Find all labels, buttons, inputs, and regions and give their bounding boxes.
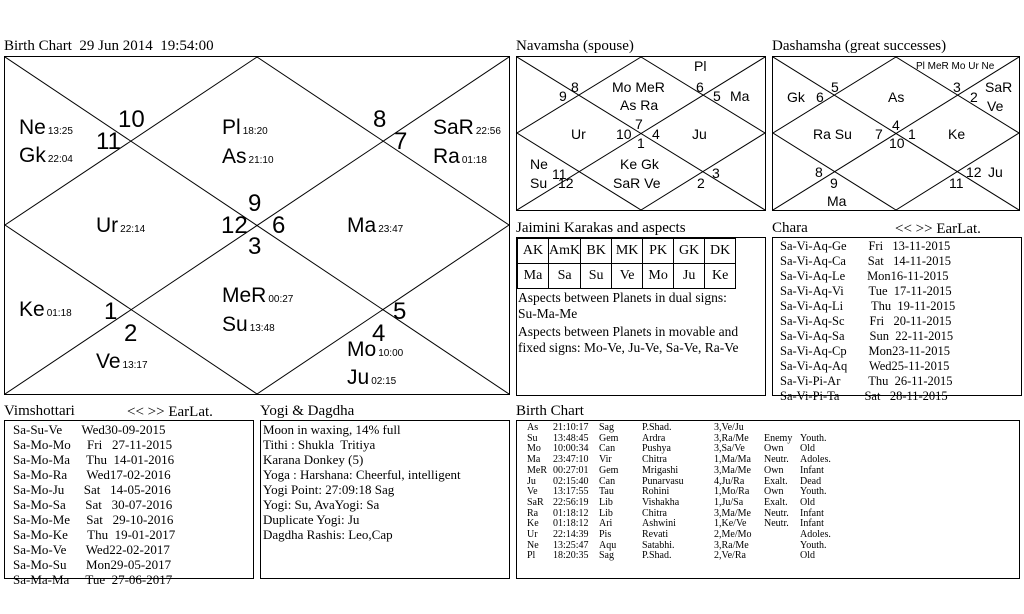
table-row[interactable] — [517, 551, 1017, 562]
list-item[interactable]: Sa-Vi-Aq-Ca Sat 14-11-2015 — [780, 254, 951, 268]
house-number: 7 — [394, 128, 408, 155]
list-item[interactable]: Sa-Mo-Ju Sat 14-05-2016 — [13, 482, 171, 497]
karakas-aspects — [518, 290, 762, 356]
planet-pl[interactable]: Pl 18:20 — [222, 116, 268, 139]
planet-ju[interactable]: Ju 02:15 — [347, 366, 397, 389]
cell-sign: Gem — [599, 464, 619, 476]
yogi-list — [263, 422, 461, 542]
dashamsha-house: 11 — [949, 175, 964, 191]
dashamsha-label: Ve — [987, 98, 1004, 114]
list-item[interactable]: Sa-Mo-Sa Sat 30-07-2016 — [13, 497, 173, 512]
cell-nakshatra: Mrigashi — [642, 464, 679, 476]
list-item[interactable]: Sa-Mo-Ra Wed17-02-2016 — [13, 467, 171, 482]
navamsha-house: 5 — [713, 88, 721, 104]
navamsha-label: Ke Gk — [620, 156, 659, 172]
cell-pada: 3,Sa/Ve — [714, 443, 745, 455]
cell-nakshatra: Chitra — [642, 507, 667, 519]
cell-degree: 13:17:55 — [553, 486, 589, 498]
house-number: 12 — [221, 212, 248, 239]
cell-age: Adoles. — [800, 454, 831, 466]
cell-nakshatra: P.Shad. — [642, 550, 672, 562]
navamsha-label: Ju — [692, 126, 707, 142]
karaka-value: Mo — [643, 264, 674, 289]
dashamsha-house: 12 — [966, 164, 982, 180]
cell-nakshatra: Revati — [642, 529, 669, 540]
cell-pada: 4,Ju/Ra — [714, 475, 745, 487]
cell-relation: Neutr. — [764, 518, 789, 530]
list-item[interactable]: Sa-Vi-Aq-Sa Sun 22-11-2015 — [780, 329, 954, 343]
karaka-value: Su — [581, 264, 612, 289]
dashamsha-house: 9 — [830, 175, 838, 191]
house-number: 10 — [118, 106, 145, 133]
cell-planet: Ke — [527, 518, 539, 530]
cell-nakshatra: Ashwini — [642, 518, 676, 530]
house-number: 8 — [373, 106, 387, 133]
navamsha-house: 9 — [559, 88, 567, 104]
cell-degree: 13:48:45 — [553, 432, 589, 444]
planet-gk[interactable]: Gk 22:04 — [19, 144, 73, 167]
karaka-header: AmK — [549, 239, 581, 264]
birth-table-title: Birth Chart — [516, 403, 584, 419]
cell-nakshatra: Vishakha — [642, 496, 680, 508]
chara-list — [780, 239, 955, 404]
birth-table-panel — [516, 420, 1020, 579]
karaka-header: BK — [581, 239, 612, 264]
navamsha-house: 12 — [558, 175, 574, 191]
planet-ne[interactable]: Ne 13:25 — [19, 116, 73, 139]
karakas-panel — [516, 237, 766, 396]
cell-planet: Ma — [527, 454, 541, 466]
cell-pada: 3,Ra/Me — [714, 432, 749, 444]
cell-relation: Exalt. — [764, 475, 788, 487]
cell-nakshatra: Punarvasu — [642, 475, 684, 487]
cell-sign: Ari — [599, 518, 613, 530]
navamsha-house: 3 — [712, 165, 720, 181]
list-item[interactable]: Sa-Mo-Mo Fri 27-11-2015 — [13, 437, 173, 452]
yogi-line: Moon in waxing, 14% full — [263, 422, 401, 437]
house-number: 9 — [248, 190, 262, 217]
list-item[interactable]: Sa-Ma-Ma Tue 27-06-2017 — [13, 572, 173, 587]
cell-pada: 3,Ve/Ju — [714, 422, 744, 433]
cell-sign: Tau — [599, 486, 614, 498]
cell-sign: Lib — [599, 496, 613, 508]
navamsha-house: 11 — [552, 166, 567, 182]
table-row[interactable] — [517, 530, 1017, 541]
cell-sign: Sag — [599, 550, 614, 562]
house-number: 5 — [393, 298, 407, 325]
cell-nakshatra: Satabhi. — [642, 539, 675, 551]
house-number: 2 — [124, 320, 138, 347]
navamsha-house: 2 — [697, 175, 705, 191]
cell-relation: Exalt. — [764, 496, 788, 508]
dual-aspects-value: Su-Ma-Me — [518, 306, 578, 321]
karaka-header: PK — [643, 239, 674, 264]
cell-planet: Mo — [527, 443, 541, 455]
cell-relation: Own — [764, 443, 784, 455]
house-number: 3 — [248, 233, 262, 260]
house-number: 4 — [372, 320, 386, 347]
cell-degree: 13:25:47 — [553, 539, 589, 551]
list-item[interactable]: Sa-Vi-Aq-Sc Fri 20-11-2015 — [780, 314, 952, 328]
cell-degree: 23:47:10 — [553, 454, 589, 466]
cell-planet: Pl — [527, 550, 536, 562]
yogi-line: Yogi Point: 27:09:18 Sag — [263, 482, 395, 497]
list-item[interactable]: Sa-Vi-Aq-Le Mon16-11-2015 — [780, 269, 949, 283]
dashamsha-house: 3 — [953, 79, 961, 95]
planet-ke[interactable]: Ke 01:18 — [19, 298, 72, 321]
yogi-line: Dagdha Rashis: Leo,Cap — [263, 527, 393, 542]
movable-aspects: Aspects between Planets in movable and fixed signs: Mo-Ve, Ju-Ve, Sa-Ve, Ra-Ve — [518, 324, 739, 355]
cell-nakshatra: P.Shad. — [642, 422, 672, 433]
cell-nakshatra: Chitra — [642, 454, 667, 466]
vimshottari-list — [13, 422, 175, 587]
planet-mo[interactable]: Mo 10:00 — [347, 338, 404, 361]
karakas-table — [517, 238, 736, 289]
planet-ra[interactable]: Ra 01:18 — [433, 145, 487, 168]
cell-age: Infant — [800, 518, 824, 530]
cell-degree: 18:20:35 — [553, 550, 589, 562]
main-chart[interactable] — [4, 56, 510, 395]
cell-pada: 3,Ma/Me — [714, 507, 751, 519]
yogi-panel — [260, 420, 510, 579]
karaka-value: Ju — [674, 264, 705, 289]
cell-age: Youth. — [800, 486, 827, 498]
dashamsha-house: 8 — [815, 164, 823, 180]
karakas-title: Jaimini Karakas and aspects — [516, 220, 686, 236]
navamsha-label: Ne — [530, 156, 548, 172]
cell-pada: 1,Ju/Sa — [714, 496, 744, 508]
cell-sign: Pis — [599, 529, 612, 540]
cell-relation: Enemy — [764, 432, 793, 444]
planet-sar[interactable]: SaR 22:56 — [433, 116, 501, 139]
list-item[interactable]: Sa-Mo-Ve Wed22-02-2017 — [13, 542, 170, 557]
planet-mer[interactable]: MeR 00:27 — [222, 284, 294, 307]
planet-ur[interactable]: Ur 22:14 — [96, 214, 146, 237]
navamsha-house: 8 — [571, 79, 579, 95]
karaka-value: Sa — [549, 264, 581, 289]
cell-relation: Neutr. — [764, 507, 789, 519]
cell-planet: Ne — [527, 539, 539, 551]
dashamsha-label: As — [888, 89, 905, 105]
cell-age: Infant — [800, 464, 824, 476]
cell-pada: 2,Ve/Ra — [714, 550, 746, 562]
vimshottari-panel — [4, 420, 254, 587]
cell-sign: Sag — [599, 422, 614, 433]
cell-planet: Ra — [527, 507, 539, 519]
main-chart-title: Birth Chart 29 Jun 2014 19:54:00 — [4, 38, 214, 54]
dashamsha-label: Ra Su — [813, 126, 852, 142]
cell-age: Youth. — [800, 432, 827, 444]
dashamsha-house: 7 — [875, 126, 883, 142]
dashamsha-house: 5 — [831, 79, 839, 95]
navamsha-title: Navamsha (spouse) — [516, 38, 634, 54]
dashamsha-label: Ju — [988, 164, 1003, 180]
navamsha-label: Ur — [571, 126, 586, 142]
dashamsha-label: Ke — [948, 126, 966, 142]
karaka-header: DK — [705, 239, 736, 264]
cell-planet: MeR — [527, 464, 547, 476]
navamsha-chart[interactable] — [516, 56, 766, 211]
cell-age: Old — [800, 496, 815, 508]
planet-as[interactable]: As 21:10 — [222, 145, 274, 168]
cell-degree: 21:10:17 — [553, 422, 589, 433]
karaka-header: AK — [518, 239, 549, 264]
list-item[interactable]: Sa-Mo-Ke Thu 19-01-2017 — [13, 527, 176, 542]
cell-pada: 3,Ra/Me — [714, 539, 749, 551]
cell-sign: Aqu — [599, 539, 617, 551]
cell-planet: As — [527, 422, 539, 433]
main-chart-lines — [5, 57, 509, 394]
table-row[interactable] — [517, 519, 1017, 530]
dashamsha-lines — [773, 57, 1019, 210]
dashamsha-label: Ma — [827, 193, 847, 209]
planet-su[interactable]: Su 13:48 — [222, 313, 275, 336]
cell-pada: 1,Ke/Ve — [714, 518, 747, 530]
cell-sign: Gem — [599, 432, 619, 444]
house-number: 6 — [272, 212, 286, 239]
cell-degree: 22:14:39 — [553, 529, 589, 540]
cell-age: Infant — [800, 507, 824, 519]
cell-degree: 22:56:19 — [553, 496, 589, 508]
cell-degree: 01:18:12 — [553, 518, 589, 530]
list-item[interactable]: Sa-Mo-Ma Thu 14-01-2016 — [13, 452, 175, 467]
vimshottari-nav[interactable]: << >> EarLat. — [127, 404, 213, 420]
navamsha-house: 10 — [616, 126, 632, 142]
cell-planet: Ju — [527, 475, 536, 487]
vimshottari-title: Vimshottari — [4, 403, 75, 419]
navamsha-house: 6 — [696, 79, 704, 95]
dashamsha-chart[interactable] — [772, 56, 1020, 211]
cell-age: Adoles. — [800, 529, 831, 540]
planet-ve[interactable]: Ve 13:17 — [96, 350, 148, 373]
planet-ma[interactable]: Ma 23:47 — [347, 214, 404, 237]
dashamsha-label: Gk — [787, 89, 805, 105]
cell-sign: Lib — [599, 507, 613, 519]
house-number: 11 — [96, 128, 121, 155]
dashamsha-house: 2 — [970, 89, 978, 105]
list-item[interactable]: Sa-Su-Ve Wed30-09-2015 — [13, 422, 166, 437]
cell-pada: 3,Ma/Me — [714, 464, 751, 476]
yogi-title: Yogi & Dagdha — [260, 403, 355, 419]
dashamsha-title: Dashamsha (great successes) — [772, 38, 947, 54]
yogi-line: Karana Donkey (5) — [263, 452, 364, 467]
list-item[interactable]: Sa-Mo-Me Sat 29-10-2016 — [13, 512, 174, 527]
cell-planet: Ur — [527, 529, 538, 540]
dual-aspects-label: Aspects between Planets in dual signs: — [518, 290, 727, 305]
list-item[interactable]: Sa-Vi-Aq-Vi Tue 17-11-2015 — [780, 284, 952, 298]
cell-age: Old — [800, 550, 815, 562]
chara-nav[interactable]: << >> EarLat. — [895, 221, 981, 237]
cell-planet: Ve — [527, 486, 538, 498]
cell-relation: Neutr. — [764, 454, 789, 466]
chara-title: Chara — [772, 220, 808, 236]
list-item[interactable]: Sa-Mo-Su Mon29-05-2017 — [13, 557, 172, 572]
karaka-header: MK — [612, 239, 643, 264]
dashamsha-house: 4 — [892, 117, 900, 133]
karaka-value: Ma — [518, 264, 549, 289]
navamsha-label: Ma — [730, 88, 750, 104]
cell-relation: Own — [764, 464, 784, 476]
cell-nakshatra: Rohini — [642, 486, 670, 498]
table-row[interactable] — [517, 541, 1017, 552]
karaka-header: GK — [674, 239, 705, 264]
cell-sign: Can — [599, 475, 616, 487]
navamsha-label: Mo MeR — [612, 79, 665, 95]
karaka-value: Ke — [705, 264, 736, 289]
cell-age: Youth. — [800, 539, 827, 551]
cell-degree: 01:18:12 — [553, 507, 589, 519]
dashamsha-house: 10 — [889, 135, 905, 151]
navamsha-label: As Ra — [620, 97, 659, 113]
navamsha-house: 4 — [652, 126, 660, 142]
cell-pada: 1,Mo/Ra — [714, 486, 750, 498]
cell-nakshatra: Pushya — [642, 443, 671, 455]
cell-planet: SaR — [527, 496, 544, 508]
yogi-line: Yoga : Harshana: Cheerful, intelligent — [263, 467, 461, 482]
cell-degree: 02:15:40 — [553, 475, 589, 487]
cell-age: Dead — [800, 475, 822, 487]
cell-sign: Vir — [599, 454, 612, 466]
yogi-line: Tithi : Shukla Tritiya — [263, 437, 376, 452]
cell-sign: Can — [599, 443, 616, 455]
navamsha-label: Su — [530, 175, 548, 191]
cell-degree: 00:27:01 — [553, 464, 589, 476]
navamsha-label: SaR Ve — [613, 175, 661, 191]
cell-pada: 1,Ma/Ma — [714, 454, 751, 466]
list-item[interactable]: Sa-Vi-Aq-Cp Mon23-11-2015 — [780, 344, 950, 358]
navamsha-label: Pl — [694, 58, 707, 74]
cell-planet: Su — [527, 432, 538, 444]
dashamsha-label: SaR — [985, 79, 1013, 95]
list-item[interactable]: Sa-Vi-Aq-Ge Fri 13-11-2015 — [780, 239, 951, 253]
dashamsha-house: 1 — [908, 126, 916, 142]
cell-degree: 10:00:34 — [553, 443, 589, 455]
cell-age: Old — [800, 443, 815, 455]
list-item[interactable]: Sa-Vi-Pi-Ar Thu 26-11-2015 — [780, 374, 953, 388]
dashamsha-label: Pl MeR Mo Ur Ne — [916, 61, 995, 72]
cell-pada: 2,Me/Mo — [714, 529, 752, 540]
karaka-value: Ve — [612, 264, 643, 289]
dashamsha-house: 6 — [816, 89, 824, 105]
yogi-line: Duplicate Yogi: Ju — [263, 512, 360, 527]
navamsha-house: 7 — [635, 116, 643, 132]
list-item[interactable]: Sa-Vi-Pi-Ta Sat 28-11-2015 — [780, 389, 948, 403]
yogi-line: Yogi: Su, AvaYogi: Sa — [263, 497, 380, 512]
list-item[interactable]: Sa-Vi-Aq-Aq Wed25-11-2015 — [780, 359, 950, 373]
navamsha-house: 1 — [637, 135, 645, 151]
cell-nakshatra: Ardra — [642, 432, 666, 444]
list-item[interactable]: Sa-Vi-Aq-Li Thu 19-11-2015 — [780, 299, 956, 313]
cell-relation: Own — [764, 486, 784, 498]
house-number: 1 — [104, 298, 118, 325]
chara-panel — [772, 237, 1022, 403]
